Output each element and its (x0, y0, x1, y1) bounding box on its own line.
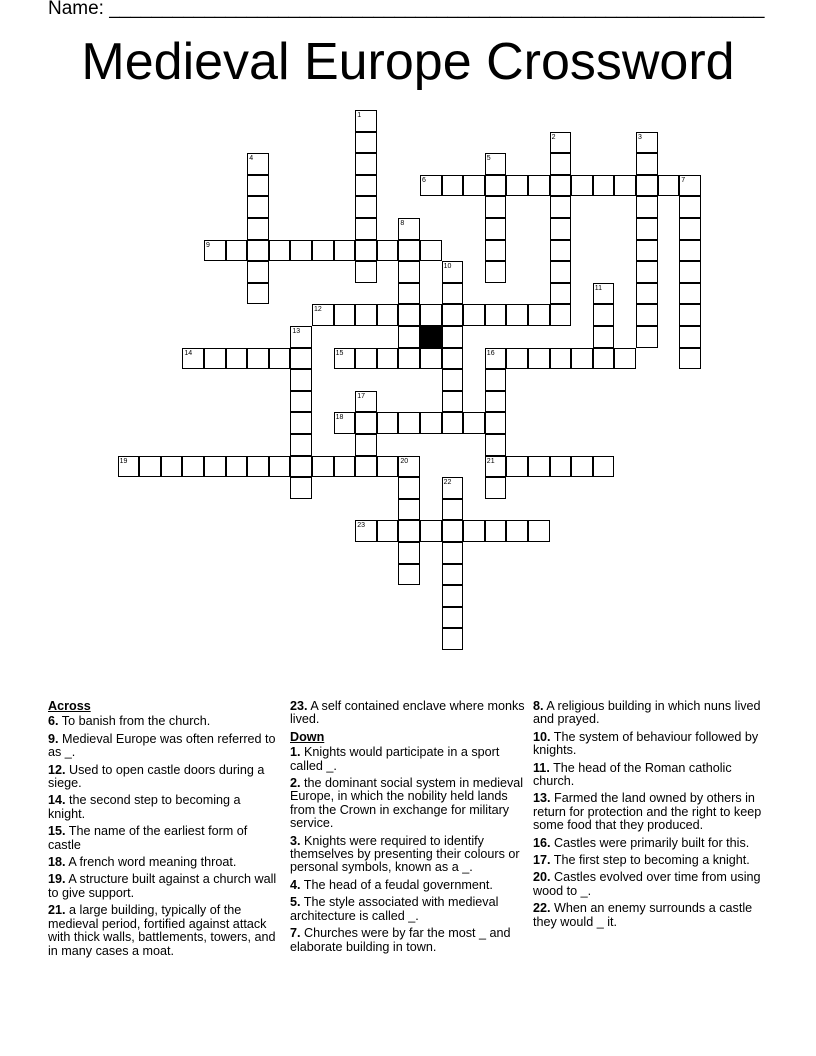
clue-number: 17 (357, 392, 365, 400)
clue-text: The head of the Roman catholic church. (533, 760, 732, 789)
clue-text: the dominant social system in medieval Europe, in which the nobility held lands from the Crown in exchange for military service. (290, 776, 524, 831)
down-clue (290, 746, 526, 773)
grid-cell[interactable] (398, 520, 420, 542)
clue-text: When an enemy surrounds a castle they would _ it. (533, 901, 753, 929)
grid-cell[interactable] (550, 175, 572, 197)
grid-cell[interactable] (247, 218, 269, 240)
grid-cell[interactable] (398, 456, 420, 478)
clue-number: 13 (292, 328, 301, 335)
across-clue (48, 794, 280, 821)
grid-cell[interactable] (550, 218, 572, 240)
grid-cell[interactable] (593, 456, 615, 478)
grid-cell[interactable] (269, 240, 291, 262)
grid-cell[interactable] (550, 456, 572, 478)
grid-cell[interactable] (550, 283, 572, 305)
down-clue (290, 927, 526, 954)
grid-cell[interactable] (485, 218, 507, 240)
grid-cell[interactable] (528, 520, 550, 542)
clue-text: Churches were by far the most _ and elaborate building in town. (290, 926, 511, 954)
clue-number: 12 (314, 306, 322, 314)
clue-text: The head of a feudal government. (303, 877, 493, 892)
grid-cell[interactable] (398, 240, 420, 262)
grid-cell[interactable] (679, 348, 701, 370)
grid-cell[interactable] (290, 369, 312, 391)
grid-cell[interactable] (485, 520, 507, 542)
grid-cell[interactable] (247, 348, 269, 370)
grid-cell[interactable] (290, 477, 312, 499)
grid-cell[interactable] (485, 412, 507, 434)
grid-cell[interactable] (485, 153, 507, 175)
grid-cell[interactable] (442, 564, 464, 586)
grid-cell[interactable] (593, 326, 615, 348)
clue-number: 3 (638, 133, 642, 141)
grid-cell[interactable] (334, 456, 356, 478)
grid-cell[interactable] (485, 369, 507, 391)
down-clue (533, 731, 763, 758)
grid-cell[interactable] (528, 456, 550, 478)
grid-cell[interactable] (312, 304, 334, 326)
grid-cell[interactable] (442, 391, 464, 413)
grid-cell[interactable] (550, 348, 572, 370)
grid-cell[interactable] (290, 412, 312, 434)
grid-cell[interactable] (377, 240, 399, 262)
grid-cell[interactable] (377, 304, 399, 326)
clue-number: 11 (594, 284, 603, 292)
across-clue (48, 764, 280, 791)
grid-cell[interactable] (118, 456, 140, 478)
grid-cell[interactable] (442, 348, 464, 370)
grid-cell[interactable] (442, 326, 464, 348)
grid-cell[interactable] (485, 348, 507, 370)
name-field-label: Name: ______________________________________________________________ (48, 0, 765, 19)
down-clue (533, 837, 763, 850)
grid-cell[interactable] (571, 348, 593, 370)
grid-cell[interactable] (398, 348, 420, 370)
grid-cell[interactable] (442, 607, 464, 629)
grid-cell[interactable] (636, 240, 658, 262)
across-clue (48, 825, 280, 852)
grid-cell[interactable] (247, 283, 269, 305)
clue-text: The name of the earliest form of castle (48, 824, 248, 852)
grid-cell[interactable] (420, 175, 442, 197)
grid-cell[interactable] (636, 283, 658, 305)
grid-cell[interactable] (204, 240, 226, 262)
grid-cell[interactable] (442, 175, 464, 197)
grid-cell[interactable] (247, 456, 269, 478)
clue-number: 14 (184, 349, 193, 357)
clue-num: 9. (48, 731, 59, 746)
clue-num: 16. (533, 835, 551, 850)
clue-text: To banish from the church. (61, 714, 211, 729)
clue-number: 5 (486, 155, 491, 163)
grid-cell[interactable] (679, 326, 701, 348)
grid-cell[interactable] (377, 348, 399, 370)
grid-cell[interactable] (355, 218, 377, 240)
clue-num: 14. (48, 793, 66, 808)
clue-num: 5. (290, 895, 301, 910)
grid-cell[interactable] (442, 520, 464, 542)
across-clue (290, 700, 526, 727)
grid-cell[interactable] (636, 132, 658, 154)
clue-num: 4. (290, 877, 301, 892)
grid-cell[interactable] (355, 412, 377, 434)
grid-cell[interactable] (377, 520, 399, 542)
clue-number: 10 (443, 263, 452, 271)
grid-cell[interactable] (355, 175, 377, 197)
grid-cell[interactable] (355, 391, 377, 413)
across-clue (48, 733, 280, 760)
grid-cell[interactable] (550, 132, 572, 154)
grid-cell[interactable] (442, 628, 464, 650)
grid-cell[interactable] (334, 304, 356, 326)
clue-number: 1 (357, 112, 362, 119)
grid-cell[interactable] (614, 175, 636, 197)
across-clue (48, 904, 280, 958)
grid-cell[interactable] (420, 348, 442, 370)
clue-number: 7 (681, 176, 686, 184)
grid-cell[interactable] (463, 175, 485, 197)
clue-text: a large building, typically of the medieval period, fortified against attack with thick walls, battlements, towers, and in many cases a moat. (48, 903, 276, 958)
grid-cell[interactable] (485, 391, 507, 413)
grid-cell[interactable] (636, 153, 658, 175)
grid-cell[interactable] (398, 412, 420, 434)
clue-num: 6. (48, 714, 59, 729)
grid-cell[interactable] (247, 240, 269, 262)
grid-cell[interactable] (204, 456, 226, 478)
clue-num: 2. (290, 776, 301, 791)
clue-num: 7. (290, 926, 301, 941)
grid-cell[interactable] (485, 240, 507, 262)
clue-number: 15 (335, 349, 344, 357)
down-clue (533, 700, 763, 727)
clue-num: 17. (533, 853, 551, 868)
grid-cell[interactable] (420, 240, 442, 262)
grid-cell[interactable] (528, 348, 550, 370)
grid-cell[interactable] (247, 261, 269, 283)
grid-cell[interactable] (636, 196, 658, 218)
down-clue (290, 896, 526, 923)
grid-cell[interactable] (679, 240, 701, 262)
clue-text: the second step to becoming a knight. (48, 793, 241, 821)
grid-cell[interactable] (485, 434, 507, 456)
down-heading: Down (290, 729, 325, 744)
grid-cell[interactable] (398, 283, 420, 305)
grid-cell[interactable] (355, 110, 377, 132)
grid-cell[interactable] (226, 456, 248, 478)
across-clue (48, 873, 280, 900)
clue-num: 12. (48, 762, 66, 777)
grid-cell[interactable] (355, 261, 377, 283)
clue-number: 18 (335, 414, 344, 422)
grid-cell[interactable] (506, 520, 528, 542)
grid-cell[interactable] (398, 218, 420, 240)
grid-cell[interactable] (334, 348, 356, 370)
across-clue (48, 856, 280, 869)
clue-num: 23. (290, 699, 308, 713)
grid-cell[interactable] (463, 304, 485, 326)
grid-cell[interactable] (593, 175, 615, 197)
grid-cell[interactable] (506, 348, 528, 370)
clue-num: 22. (533, 901, 551, 916)
clue-num: 8. (533, 699, 544, 713)
clue-text: Knights would participate in a sport called _. (290, 745, 500, 773)
grid-cell[interactable] (290, 240, 312, 262)
grid-cell[interactable] (398, 304, 420, 326)
grid-cell[interactable] (355, 153, 377, 175)
grid-cell[interactable] (398, 261, 420, 283)
clue-text: Castles evolved over time from using wood to _. (533, 870, 761, 898)
grid-cell[interactable] (636, 326, 658, 348)
clue-text: The first step to becoming a knight. (553, 853, 750, 868)
clue-number: 6 (422, 176, 426, 184)
grid-cell[interactable] (398, 499, 420, 521)
grid-cell[interactable] (398, 477, 420, 499)
grid-cell[interactable] (442, 477, 464, 499)
grid-cell[interactable] (571, 175, 593, 197)
grid-cell[interactable] (550, 196, 572, 218)
grid-cell[interactable] (355, 132, 377, 154)
down-clue (290, 835, 526, 875)
grid-cell[interactable] (442, 412, 464, 434)
grid-cell[interactable] (571, 456, 593, 478)
grid-cell[interactable] (226, 348, 248, 370)
clue-num: 21. (48, 903, 66, 918)
grid-cell[interactable] (398, 564, 420, 586)
grid-cell[interactable] (550, 304, 572, 326)
grid-cell[interactable] (355, 434, 377, 456)
grid-cell[interactable] (312, 456, 334, 478)
grid-cell[interactable] (506, 456, 528, 478)
grid-cell[interactable] (636, 261, 658, 283)
across-clue (48, 715, 280, 728)
down-clue (533, 792, 763, 832)
clue-num: 19. (48, 872, 66, 887)
grid-cell[interactable] (636, 304, 658, 326)
grid-cell[interactable] (614, 348, 636, 370)
grid-cell[interactable] (139, 456, 161, 478)
grid-cell[interactable] (226, 240, 248, 262)
grid-cell[interactable] (355, 240, 377, 262)
clue-number: 19 (119, 457, 128, 465)
grid-cell[interactable] (290, 326, 312, 348)
clue-number: 16 (486, 349, 495, 357)
grid-cell[interactable] (679, 304, 701, 326)
grid-cell[interactable] (442, 585, 464, 607)
grid-cell[interactable] (290, 434, 312, 456)
grid-cell[interactable] (442, 542, 464, 564)
grid-cell[interactable] (161, 456, 183, 478)
grid-cell[interactable] (528, 175, 550, 197)
clue-number: 21 (486, 457, 495, 465)
clue-text: Used to open castle doors during a siege. (48, 762, 265, 791)
grid-cell[interactable] (355, 196, 377, 218)
down-clue (533, 902, 763, 929)
grid-cell[interactable] (636, 175, 658, 197)
grid-cell[interactable] (269, 348, 291, 370)
clue-num: 11. (533, 760, 550, 775)
grid-cell[interactable] (679, 196, 701, 218)
clue-num: 13. (533, 791, 551, 806)
grid-cell[interactable] (442, 369, 464, 391)
down-clue (290, 879, 526, 892)
grid-cell[interactable] (398, 542, 420, 564)
grid-cell[interactable] (290, 348, 312, 370)
grid-cell[interactable] (290, 391, 312, 413)
page-title: Medieval Europe Crossword (81, 33, 735, 91)
grid-cell[interactable] (528, 304, 550, 326)
clue-text: A french word meaning throat. (68, 855, 237, 870)
clue-text: Farmed the land owned by others in return for protection and the right to keep some food that they produced. (533, 791, 762, 833)
grid-cell[interactable] (204, 348, 226, 370)
grid-cell[interactable] (485, 261, 507, 283)
grid-cell[interactable] (420, 520, 442, 542)
grid-cell[interactable] (377, 456, 399, 478)
grid-cell[interactable] (290, 456, 312, 478)
down-clue (533, 762, 763, 789)
grid-cell[interactable] (355, 304, 377, 326)
clue-number: 20 (400, 457, 409, 465)
grid-cell[interactable] (485, 477, 507, 499)
clues-column-3 (533, 700, 763, 933)
grid-cell[interactable] (377, 412, 399, 434)
grid-cell[interactable] (636, 218, 658, 240)
down-clue (533, 854, 763, 867)
grid-cell[interactable] (420, 412, 442, 434)
grid-cell[interactable] (420, 304, 442, 326)
clue-text: The system of behaviour followed by knights. (533, 729, 759, 758)
clue-num: 3. (290, 833, 301, 848)
grid-cell[interactable] (679, 218, 701, 240)
grid-cell[interactable] (182, 348, 204, 370)
down-clue (533, 871, 763, 898)
grid-cell[interactable] (247, 175, 269, 197)
clue-number: 23 (357, 522, 365, 530)
clue-num: 15. (48, 824, 66, 839)
grid-cell[interactable] (398, 326, 420, 348)
grid-cell[interactable] (442, 499, 464, 521)
grid-cell[interactable] (442, 261, 464, 283)
grid-cell[interactable] (593, 304, 615, 326)
grid-cell[interactable] (355, 348, 377, 370)
clue-num: 20. (533, 870, 551, 885)
clue-text: A self contained enclave where monks lived. (290, 699, 525, 727)
clue-number: 9 (206, 241, 210, 249)
grid-cell[interactable] (550, 240, 572, 262)
clue-num: 18. (48, 855, 66, 870)
grid-cell[interactable] (355, 456, 377, 478)
grid-black-cell (420, 326, 442, 348)
grid-cell[interactable] (593, 283, 615, 305)
grid-cell[interactable] (312, 240, 334, 262)
grid-cell[interactable] (506, 304, 528, 326)
across-heading: Across (48, 699, 91, 713)
clue-number: 2 (551, 133, 556, 141)
clues-column-2 (290, 700, 526, 958)
grid-cell[interactable] (355, 520, 377, 542)
clue-text: Castles were primarily built for this. (554, 835, 750, 850)
clue-number: 4 (249, 155, 254, 163)
grid-cell[interactable] (593, 348, 615, 370)
clue-text: Medieval Europe was often referred to as _. (48, 731, 276, 760)
grid-cell[interactable] (463, 520, 485, 542)
clue-text: Knights were required to identify themselves by presenting their colours or personal symbols, known as a _. (290, 833, 520, 875)
grid-cell[interactable] (506, 175, 528, 197)
clue-text: The style associated with medieval architecture is called _. (290, 895, 499, 923)
grid-cell[interactable] (269, 456, 291, 478)
grid-cell[interactable] (463, 412, 485, 434)
grid-cell[interactable] (679, 283, 701, 305)
grid-cell[interactable] (334, 240, 356, 262)
grid-cell[interactable] (485, 196, 507, 218)
clue-number: 8 (400, 220, 405, 227)
clues-column-1 (48, 700, 280, 962)
grid-cell[interactable] (550, 153, 572, 175)
grid-cell[interactable] (485, 456, 507, 478)
clue-text: A religious building in which nuns lived and prayed. (533, 699, 761, 727)
grid-cell[interactable] (679, 175, 701, 197)
grid-cell[interactable] (247, 153, 269, 175)
down-clue (290, 777, 526, 831)
grid-cell[interactable] (442, 283, 464, 305)
grid-cell[interactable] (442, 304, 464, 326)
grid-cell[interactable] (485, 304, 507, 326)
grid-cell[interactable] (182, 456, 204, 478)
grid-cell[interactable] (247, 196, 269, 218)
grid-cell[interactable] (334, 412, 356, 434)
clue-text: A structure built against a church wall to give support. (48, 872, 277, 900)
grid-cell[interactable] (658, 175, 680, 197)
grid-cell[interactable] (485, 175, 507, 197)
clue-num: 10. (533, 729, 551, 744)
clue-number: 22 (443, 479, 452, 487)
clue-num: 1. (290, 745, 301, 760)
grid-cell[interactable] (550, 261, 572, 283)
grid-cell[interactable] (679, 261, 701, 283)
